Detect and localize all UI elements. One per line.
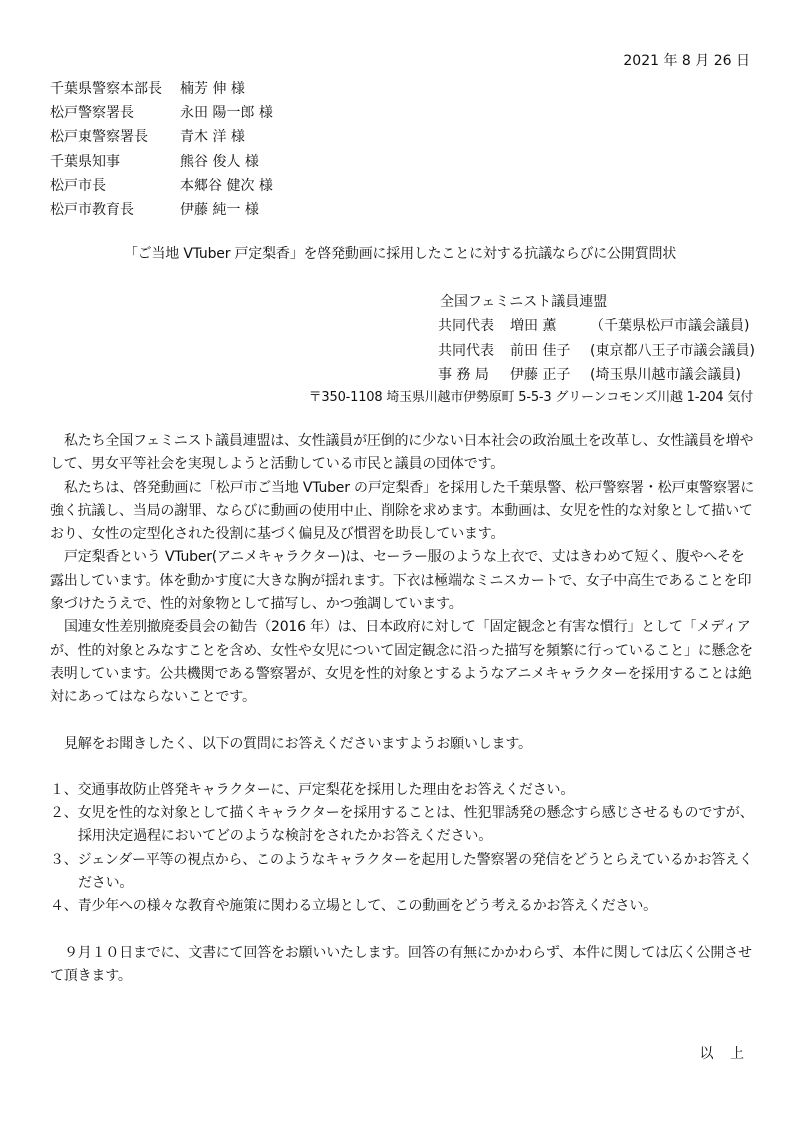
recipient-role: 松戸警察署長	[50, 105, 134, 122]
sender-block	[438, 290, 755, 387]
body-paragraph: 国連女性差別撤廃委員会の勧告（2016 年）は、日本政府に対して「固定観念と有害な慣行」として「メディアが、性的対象とみなすことを含め、女性や女児について固定観念に沿った描写を頻繁に行っていること」に懸念を表明しています。公共機関である警察署が、女児を性的対象とするようなアニメキャラクターを採用することは絶対にあってはならないことです。	[50, 619, 753, 706]
recipient-name: 青木 洋 様	[180, 129, 245, 146]
recipient-role: 千葉県警察本部長	[50, 81, 162, 97]
sender-member	[438, 314, 755, 338]
sender-address: 〒350-1108 埼玉県川越市伊勢原町 5-5-3 グリーンコモンズ川越 1-204 気付	[308, 390, 753, 405]
deadline-paragraph: ９月１０日までに、文書にて回答をお願いいたします。回答の有無にかかわらず、本件に関しては広く公開させて頂きます。	[50, 944, 752, 984]
body-paragraph: 私たち全国フェミニスト議員連盟は、女性議員が圧倒的に少ない日本社会の政治風土を改革し、女性議員を増やして、男女平等社会を実現しようと活動している市民と議員の団体です。	[50, 433, 754, 473]
question-item: １、交通事故防止啓発キャラクターに、戸定梨花を採用した理由をお答えください。	[50, 781, 575, 798]
sender-role: 共同代表	[438, 318, 494, 335]
question-item: ２、女児を性的な対象として描くキャラクターを採用することは、性犯罪誘発の懸念すら感じさせるものですが、採用決定過程においてどのような検討をされたかお答えください。	[50, 805, 754, 845]
letter-date: 2021 年 8 月 26 日	[623, 53, 750, 69]
recipient-name: 本郷谷 健次 様	[180, 177, 273, 194]
recipient-line	[50, 77, 273, 101]
sender-member	[438, 363, 755, 387]
spacer	[50, 919, 756, 942]
letter-body	[50, 430, 756, 988]
sender-name: 前田 佳子	[510, 342, 571, 359]
body-paragraph: 私たちは、啓発動画に「松戸市ご当地 VTuber の戸定梨香」を採用した千葉県警、松戸警察署・松戸東警察署に強く抗議し、当局の謝罪、ならびに動画の使用中止、削除を求めます。本動画は、女児を性的な対象として描いており、女性の定型化された役割に基づく偏見及び慣習を助長しています。	[50, 479, 755, 543]
sender-member	[438, 339, 755, 363]
sender-affiliation: （千葉県松戸市議会議員)	[590, 318, 750, 335]
recipient-role: 松戸市長	[50, 177, 106, 194]
spacer	[50, 756, 756, 779]
recipient-line	[50, 174, 273, 198]
closing-mark: 以 上	[699, 1046, 750, 1062]
recipient-line	[50, 125, 273, 149]
question-item: ３、ジェンダー平等の視点から、このようなキャラクターを起用した警察署の発信をどうとらえているかお答えください。	[50, 851, 753, 892]
request-paragraph: 見解をお聞きしたく、以下の質問にお答えくださいますようお願いします。	[64, 735, 532, 752]
sender-role: 事 務 局	[438, 366, 489, 383]
recipient-line	[50, 198, 273, 222]
question-item: ４、青少年への様々な教育や施策に関わる立場として、この動画をどう考えるかお答えください。	[50, 898, 657, 915]
sender-name: 増田 薫	[510, 318, 557, 335]
sender-affiliation: (埼玉県川越市議会議員)	[590, 366, 741, 383]
recipient-name: 伊藤 純一 様	[180, 201, 259, 218]
recipient-role: 千葉県知事	[50, 153, 120, 170]
question-list	[50, 779, 756, 919]
letter-title: 「ご当地 VTuber 戸定梨香」を啓発動画に採用したことに対する抗議ならびに公開質問状	[123, 246, 677, 262]
recipient-line	[50, 150, 273, 174]
recipient-name: 永田 陽一郎 様	[180, 105, 273, 122]
sender-role: 共同代表	[438, 342, 494, 359]
recipient-role: 松戸東警察署長	[50, 129, 148, 146]
sender-name: 伊藤 正子	[510, 366, 571, 383]
recipient-line	[50, 101, 273, 125]
recipient-name: 熊谷 俊人 様	[180, 153, 259, 170]
recipient-name: 楠芳 伸 様	[180, 81, 245, 97]
recipient-list	[50, 77, 273, 222]
sender-organization: 全国フェミニスト議員連盟	[440, 294, 608, 310]
recipient-role: 松戸市教育長	[50, 201, 134, 218]
body-paragraph: 戸定梨香という VTuber(アニメキャラクター)は、セーラー服のような上衣で、丈はきわめて短く、腹やへそを露出しています。体を動かす度に大きな胸が揺れます。下衣は極端なミニスカートで、女子中高生であることを印象づけたうえで、性的対象物として描写し、かつ強調しています。	[50, 549, 752, 613]
sender-affiliation: (東京都八王子市議会議員)	[590, 342, 755, 359]
spacer	[50, 710, 756, 733]
